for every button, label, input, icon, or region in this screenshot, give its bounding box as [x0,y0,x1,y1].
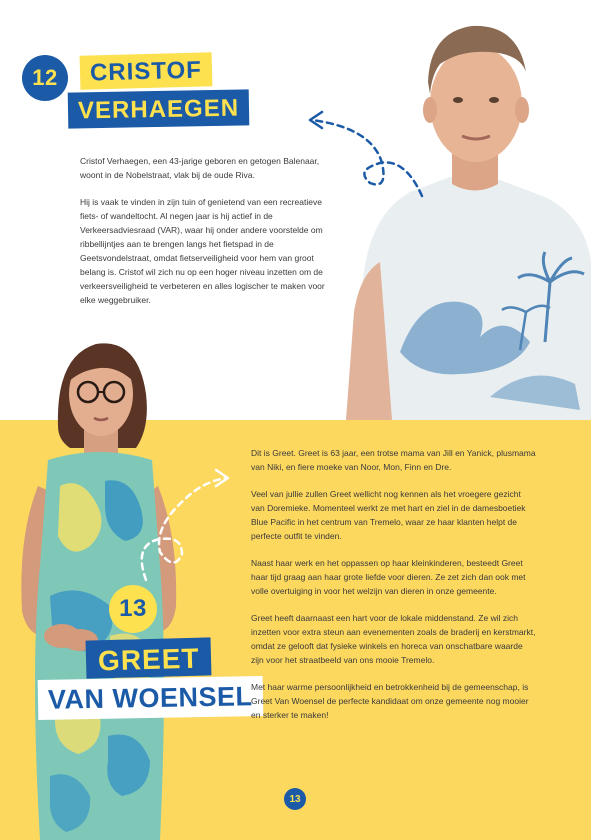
bio-paragraph: Veel van jullie zullen Greet wellicht nog kennen als het vroegere gezicht van Doremieke. Momenteel werkt ze met hart en ziel in de damesboetiek Blue Pacific in het centrum van Tremelo, waar ze haar klanten helpt de perfecte outfit te vinden. [251,489,526,541]
dashed-arrow-icon [124,462,234,582]
bio-paragraph: Greet heeft daarnaast een hart voor de lokale middenstand. Ze wil zich inzetten voor extra steun aan evenementen zoals de braderij en kerstmarkt, omdat ze gelooft dat fysieke winkels en horeca van onschatbare waarde zijn voor het straatbeeld van ons mooie Tremelo. [251,613,536,665]
bio-paragraph: Dit is Greet. Greet is 63 jaar, een trotse mama van Jill en Yanick, plusmama van Niki, en fiere moeke van Noor, Mon, Finn en Dre. [251,448,536,472]
bio-paragraph: Cristof Verhaegen, een 43-jarige geboren en getogen Balenaar, woont in de Nobelstraat, vlak bij de oude Riva. [80,156,320,180]
cristof-photo [340,12,591,420]
candidate-bio [80,154,332,320]
page-number: 13 [284,788,306,810]
candidate-number-badge: 12 [22,55,68,101]
candidate-first-name: GREET [86,637,212,678]
candidate-first-name: CRISTOF [80,52,213,89]
candidate-number-badge: 13 [109,585,157,633]
bio-paragraph: Met haar warme persoonlijkheid en betrokkenheid bij de gemeenschap, is Greet Van Woensel de perfecte kandidaat om onze gemeente nog mooier en sterker te maken! [251,682,529,720]
candidate-bio [251,446,536,735]
greet-photo [0,336,210,840]
bio-paragraph: Hij is vaak te vinden in zijn tuin of genietend van een recreatieve fiets- of wandeltocht. Al negen jaar is hij actief in de Verkeersadviesraad (VAR), waar hij onder andere voorstelde om ribbellijntjes aan te brengen langs het fietspad in de Geetsvondelstraat, omdat fietserveiligheid voor hem van groot belang is. Cristof wil zich nu op een hoger niveau inzetten om de verkeersveiligheid te verbeteren en alles logischer te maken voor elke weggebruiker. [80,197,325,305]
bio-paragraph: Naast haar werk en het oppassen op haar kleinkinderen, besteedt Greet haar tijd graag aan haar grote liefde voor dieren. Ze zet zich dan ook met volle overtuiging in voor het welzijn van dieren in onze gemeente. [251,558,526,596]
candidate-last-name: VAN WOENSEL [38,676,263,720]
candidate-last-name: VERHAEGEN [68,89,250,128]
